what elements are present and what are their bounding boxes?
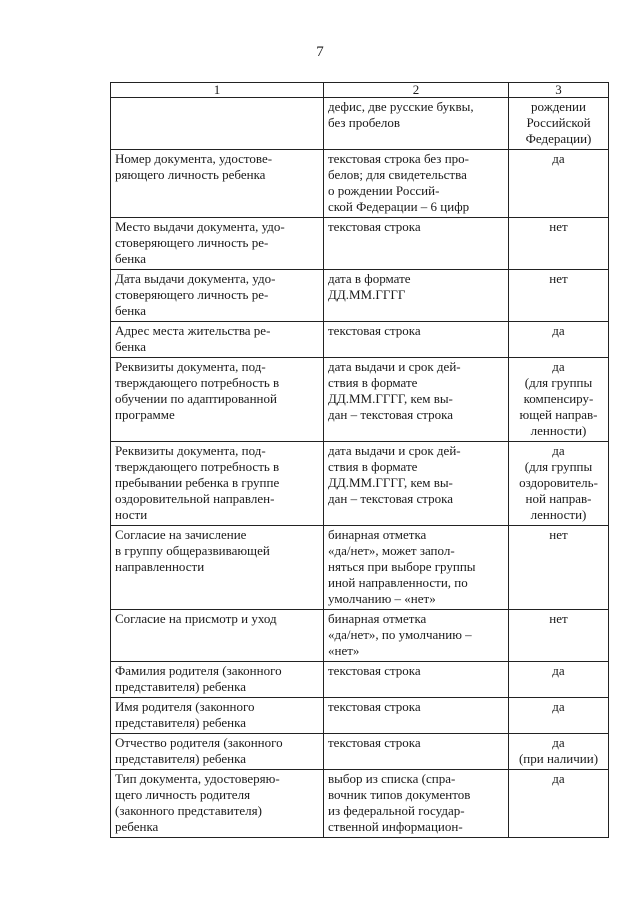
cell-text-line: ющей направ- — [519, 407, 598, 422]
cell-text-line: Номер документа, удостове- — [115, 151, 273, 166]
cell-text-line: выбор из списка (спра- — [328, 771, 456, 786]
cell-text-line: ности — [115, 507, 148, 522]
table-cell-col-3 — [509, 358, 609, 442]
column-header-2: 2 — [324, 83, 509, 98]
table-row — [111, 770, 609, 838]
table-cell-col-3 — [509, 610, 609, 662]
cell-text-line: рождении — [531, 99, 586, 114]
cell-text-line: Согласие на присмотр и уход — [115, 611, 277, 626]
cell-text-line: стоверяющего личность ре- — [115, 235, 269, 250]
cell-text-line: «да/нет», может запол- — [328, 543, 455, 558]
cell-text-line: дефис, две русские буквы, — [328, 99, 474, 114]
cell-text-line: представителя) ребенка — [115, 751, 246, 766]
table-row — [111, 218, 609, 270]
cell-text-line: Адрес места жительства ре- — [115, 323, 271, 338]
table-cell-col-1 — [111, 734, 324, 770]
cell-text-line: тверждающего потребность в — [115, 375, 280, 390]
table-cell-col-2 — [324, 270, 509, 322]
table-cell-col-3 — [509, 662, 609, 698]
cell-text-line: ДД.ММ.ГГГГ, кем вы- — [328, 475, 453, 490]
table-cell-col-3 — [509, 150, 609, 218]
cell-text-line: да — [552, 771, 565, 786]
cell-text-line: тверждающего потребность в — [115, 459, 280, 474]
table-cell-col-1 — [111, 662, 324, 698]
cell-text-line: представителя) ребенка — [115, 679, 246, 694]
table-cell-col-3 — [509, 98, 609, 150]
cell-text-line: бинарная отметка — [328, 527, 427, 542]
cell-text-line: ствия в формате — [328, 459, 418, 474]
table-cell-col-3 — [509, 322, 609, 358]
cell-text-line: ДД.ММ.ГГГГ — [328, 287, 406, 302]
cell-text-line: Фамилия родителя (законного — [115, 663, 282, 678]
cell-text-line: представителя) ребенка — [115, 715, 246, 730]
cell-text-line: текстовая строка — [328, 663, 421, 678]
cell-text-line: обучении по адаптированной — [115, 391, 277, 406]
cell-text-line: дан – текстовая строка — [328, 491, 454, 506]
table-row — [111, 442, 609, 526]
table-row — [111, 270, 609, 322]
cell-text-line: белов; для свидетельства — [328, 167, 467, 182]
cell-text-line: ственной информацион- — [328, 819, 463, 834]
table-row — [111, 322, 609, 358]
table-row — [111, 98, 609, 150]
cell-text-line: Место выдачи документа, удо- — [115, 219, 285, 234]
requirements-table — [110, 82, 609, 838]
table-cell-col-2 — [324, 526, 509, 610]
cell-text-line: (для группы — [524, 375, 593, 390]
table-cell-col-1 — [111, 610, 324, 662]
table-cell-col-3 — [509, 270, 609, 322]
cell-text-line: компенсиру- — [523, 391, 594, 406]
cell-text-line: текстовая строка — [328, 699, 421, 714]
cell-text-line: нет — [549, 271, 568, 286]
table-cell-col-2 — [324, 770, 509, 838]
cell-text-line: из федеральной государ- — [328, 803, 465, 818]
cell-text-line: ленности) — [530, 423, 587, 438]
table-row — [111, 734, 609, 770]
table-cell-col-1 — [111, 270, 324, 322]
table-cell-col-2 — [324, 150, 509, 218]
cell-text-line: бенка — [115, 339, 147, 354]
table-cell-col-3 — [509, 218, 609, 270]
table-cell-col-3 — [509, 734, 609, 770]
cell-text-line: «нет» — [328, 643, 360, 658]
cell-text-line: ребенка — [115, 819, 159, 834]
cell-text-line: (законного представителя) — [115, 803, 262, 818]
table-row — [111, 358, 609, 442]
cell-text-line: да — [552, 359, 565, 374]
cell-text-line: ствия в формате — [328, 375, 418, 390]
cell-text-line: Тип документа, удостоверяю- — [115, 771, 280, 786]
cell-text-line: стоверяющего личность ре- — [115, 287, 269, 302]
cell-text-line: в группу общеразвивающей — [115, 543, 270, 558]
cell-text-line: бинарная отметка — [328, 611, 427, 626]
cell-text-line: умолчанию – «нет» — [328, 591, 436, 606]
table-cell-col-1 — [111, 442, 324, 526]
cell-text-line: направленности — [115, 559, 205, 574]
table-cell-col-3 — [509, 770, 609, 838]
table-cell-col-2 — [324, 322, 509, 358]
cell-text-line: Российской — [526, 115, 591, 130]
cell-text-line: да — [552, 443, 565, 458]
table-cell-col-3 — [509, 526, 609, 610]
cell-text-line: да — [552, 151, 565, 166]
table-row — [111, 526, 609, 610]
cell-text-line: текстовая строка — [328, 735, 421, 750]
cell-text-line: бенка — [115, 303, 147, 318]
cell-text-line: нет — [549, 219, 568, 234]
cell-text-line: текстовая строка — [328, 219, 421, 234]
cell-text-line: Реквизиты документа, под- — [115, 359, 266, 374]
table-cell-col-1 — [111, 98, 324, 150]
table-cell-col-2 — [324, 698, 509, 734]
cell-text-line: да — [552, 323, 565, 338]
cell-text-line: ской Федерации – 6 цифр — [328, 199, 470, 214]
cell-text-line: Согласие на зачисление — [115, 527, 247, 542]
table-row — [111, 662, 609, 698]
table-header-row — [111, 83, 609, 98]
table-cell-col-1 — [111, 218, 324, 270]
cell-text-line: текстовая строка без про- — [328, 151, 469, 166]
page-number: 7 — [316, 44, 324, 60]
cell-text-line: оздоровительной направлен- — [115, 491, 275, 506]
cell-text-line: да — [552, 735, 565, 750]
cell-text-line: бенка — [115, 251, 147, 266]
cell-text-line: вочник типов документов — [328, 787, 471, 802]
table-cell-col-2 — [324, 734, 509, 770]
cell-text-line: нет — [549, 527, 568, 542]
cell-text-line: Отчество родителя (законного — [115, 735, 283, 750]
cell-text-line: о рождении Россий- — [328, 183, 440, 198]
cell-text-line: щего личность родителя — [115, 787, 251, 802]
cell-text-line: да — [552, 663, 565, 678]
cell-text-line: ленности) — [530, 507, 587, 522]
table-cell-col-3 — [509, 698, 609, 734]
table-cell-col-2 — [324, 662, 509, 698]
table-cell-col-2 — [324, 98, 509, 150]
table-cell-col-2 — [324, 218, 509, 270]
cell-text-line: ДД.ММ.ГГГГ, кем вы- — [328, 391, 453, 406]
cell-text-line: няться при выборе группы — [328, 559, 476, 574]
cell-text-line: оздоровитель- — [519, 475, 598, 490]
column-header-1: 1 — [111, 83, 324, 98]
cell-text-line: дата выдачи и срок дей- — [328, 359, 461, 374]
table-cell-col-1 — [111, 698, 324, 734]
cell-text-line: нет — [549, 611, 568, 626]
table-row — [111, 610, 609, 662]
table-cell-col-1 — [111, 770, 324, 838]
cell-text-line: без пробелов — [328, 115, 401, 130]
cell-text-line: да — [552, 699, 565, 714]
cell-text-line: ряющего личность ребенка — [115, 167, 266, 182]
cell-text-line: дата в формате — [328, 271, 411, 286]
table-cell-col-1 — [111, 150, 324, 218]
cell-text-line: Дата выдачи документа, удо- — [115, 271, 276, 286]
table-cell-col-2 — [324, 610, 509, 662]
cell-text-line: иной направленности, по — [328, 575, 468, 590]
cell-text-line: Имя родителя (законного — [115, 699, 255, 714]
column-header-3: 3 — [509, 83, 609, 98]
table-cell-col-2 — [324, 358, 509, 442]
table-cell-col-2 — [324, 442, 509, 526]
cell-text-line: «да/нет», по умолчанию – — [328, 627, 472, 642]
cell-text-line: дата выдачи и срок дей- — [328, 443, 461, 458]
cell-text-line: (для группы — [524, 459, 593, 474]
table-cell-col-1 — [111, 526, 324, 610]
cell-text-line: текстовая строка — [328, 323, 421, 338]
cell-text-line: ной направ- — [525, 491, 592, 506]
table-cell-col-1 — [111, 322, 324, 358]
cell-text-line: дан – текстовая строка — [328, 407, 454, 422]
cell-text-line: (при наличии) — [518, 751, 599, 766]
cell-text-line: программе — [115, 407, 175, 422]
cell-text-line: пребывании ребенка в группе — [115, 475, 280, 490]
table-row — [111, 698, 609, 734]
cell-text-line: Реквизиты документа, под- — [115, 443, 266, 458]
cell-text-line: Федерации) — [525, 131, 592, 146]
table-cell-col-3 — [509, 442, 609, 526]
table-cell-col-1 — [111, 358, 324, 442]
table-row — [111, 150, 609, 218]
